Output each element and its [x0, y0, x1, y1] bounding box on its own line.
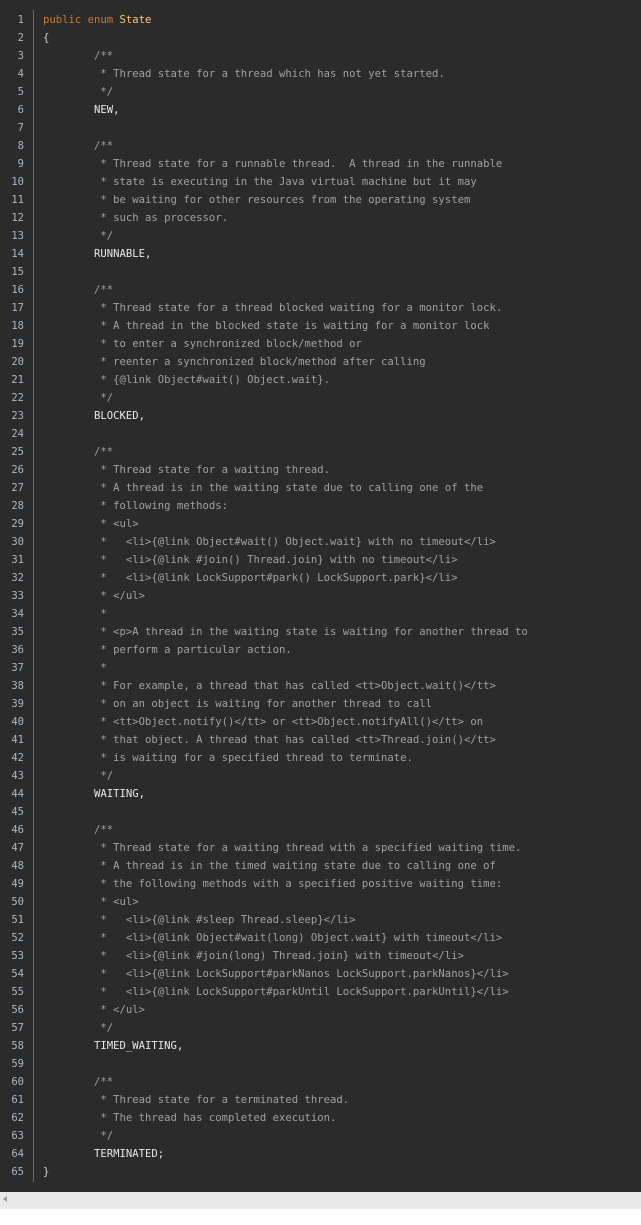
line-number: 65: [11, 1166, 24, 1178]
comment-token: * <ul>: [43, 518, 139, 530]
code-line[interactable]: [43, 713, 641, 731]
code-line[interactable]: [43, 119, 641, 137]
line-number: 41: [11, 734, 24, 746]
line-number: 20: [11, 356, 24, 368]
code-line[interactable]: [43, 11, 641, 29]
line-number: 55: [11, 986, 24, 998]
code-line[interactable]: [43, 929, 641, 947]
line-number-gutter: [0, 11, 33, 1181]
code-line[interactable]: [43, 47, 641, 65]
comment-token: * such as processor.: [43, 212, 228, 224]
comment-token: * Thread state for a thread which has not yet started.: [43, 68, 445, 80]
code-line[interactable]: [43, 155, 641, 173]
code-line[interactable]: [43, 101, 641, 119]
comment-token: * following methods:: [43, 500, 228, 512]
code-line[interactable]: [43, 533, 641, 551]
code-line[interactable]: [43, 785, 641, 803]
comment-token: /**: [43, 824, 114, 836]
line-number: 36: [11, 644, 24, 656]
line-number: 40: [11, 716, 24, 728]
line-number: 11: [11, 194, 24, 206]
line-number: 21: [11, 374, 24, 386]
comment-token: * state is executing in the Java virtual machine but it may: [43, 176, 477, 188]
code-line[interactable]: [43, 695, 641, 713]
line-number: 16: [11, 284, 24, 296]
comment-token: *: [43, 662, 107, 674]
code-line[interactable]: [43, 281, 641, 299]
line-number: 32: [11, 572, 24, 584]
line-number: 47: [11, 842, 24, 854]
code-line[interactable]: [43, 1073, 641, 1091]
line-number: 33: [11, 590, 24, 602]
line-number: 64: [11, 1148, 24, 1160]
comment-token: * that object. A thread that has called <tt>Thread.join()</tt>: [43, 734, 496, 746]
line-number: 37: [11, 662, 24, 674]
comment-token: * A thread is in the waiting state due to calling one of the: [43, 482, 484, 494]
code-line[interactable]: [43, 893, 641, 911]
code-line[interactable]: [43, 677, 641, 695]
comment-token: * on an object is waiting for another thread to call: [43, 698, 433, 710]
line-number: 3: [17, 50, 24, 62]
keyword-token: enum: [87, 14, 120, 26]
code-line[interactable]: [43, 965, 641, 983]
code-line[interactable]: [43, 371, 641, 389]
line-number: 8: [17, 140, 24, 152]
line-number: 9: [17, 158, 24, 170]
line-number: 57: [11, 1022, 24, 1034]
code-line[interactable]: [43, 335, 641, 353]
code-line[interactable]: [43, 83, 641, 101]
comment-token: * <li>{@link #sleep Thread.sleep}</li>: [43, 914, 356, 926]
comment-token: * Thread state for a waiting thread with a specified waiting time.: [43, 842, 522, 854]
line-number: 49: [11, 878, 24, 890]
line-number: 19: [11, 338, 24, 350]
comment-token: * Thread state for a thread blocked waiting for a monitor lock.: [43, 302, 503, 314]
enum-constant-token: NEW,: [43, 104, 120, 116]
comment-token: * </ul>: [43, 590, 146, 602]
line-number: 51: [11, 914, 24, 926]
code-line[interactable]: [43, 947, 641, 965]
comment-token: * <ul>: [43, 896, 139, 908]
comment-token: * A thread in the blocked state is waiting for a monitor lock: [43, 320, 490, 332]
code-line[interactable]: [43, 1127, 641, 1145]
comment-token: * <p>A thread in the waiting state is waiting for another thread to: [43, 626, 528, 638]
comment-token: * is waiting for a specified thread to terminate.: [43, 752, 413, 764]
comment-token: *: [43, 608, 107, 620]
comment-token: * <li>{@link LockSupport#parkNanos LockSupport.parkNanos}</li>: [43, 968, 509, 980]
line-number: 50: [11, 896, 24, 908]
line-number: 23: [11, 410, 24, 422]
comment-token: /**: [43, 50, 114, 62]
keyword-token: public: [43, 14, 88, 26]
line-number: 6: [17, 104, 24, 116]
comment-token: */: [43, 392, 114, 404]
line-number: 56: [11, 1004, 24, 1016]
code-line[interactable]: [43, 1019, 641, 1037]
comment-token: */: [43, 86, 114, 98]
code-area[interactable]: [43, 11, 641, 1181]
code-line[interactable]: [43, 407, 641, 425]
line-number: 14: [11, 248, 24, 260]
code-line[interactable]: [43, 821, 641, 839]
code-line[interactable]: [43, 1091, 641, 1109]
comment-token: */: [43, 230, 114, 242]
line-number: 22: [11, 392, 24, 404]
comment-token: * Thread state for a runnable thread. A thread in the runnable: [43, 158, 503, 170]
line-number: 18: [11, 320, 24, 332]
comment-token: * <li>{@link LockSupport#parkUntil LockSupport.parkUntil}</li>: [43, 986, 509, 998]
line-number: 60: [11, 1076, 24, 1088]
code-line[interactable]: [43, 911, 641, 929]
line-number: 1: [17, 14, 24, 26]
code-line[interactable]: [43, 65, 641, 83]
comment-token: /**: [43, 140, 114, 152]
enum-constant-token: TIMED_WAITING,: [43, 1040, 184, 1052]
comment-token: * Thread state for a waiting thread.: [43, 464, 331, 476]
code-line[interactable]: [43, 461, 641, 479]
gutter-divider: [33, 10, 34, 1182]
line-number: 29: [11, 518, 24, 530]
punctuation-token: }: [43, 1166, 50, 1178]
class-name-token: State: [119, 14, 152, 26]
code-line[interactable]: [43, 551, 641, 569]
code-line[interactable]: [43, 641, 641, 659]
comment-token: /**: [43, 284, 114, 296]
comment-token: * {@link Object#wait() Object.wait}.: [43, 374, 331, 386]
comment-token: * <tt>Object.notify()</tt> or <tt>Object.notifyAll()</tt> on: [43, 716, 484, 728]
scroll-left-arrow-icon[interactable]: [3, 1196, 7, 1202]
horizontal-scrollbar[interactable]: [0, 1192, 641, 1209]
line-number: 7: [17, 122, 24, 134]
code-line[interactable]: [43, 767, 641, 785]
code-line[interactable]: [43, 659, 641, 677]
line-number: 59: [11, 1058, 24, 1070]
comment-token: * A thread is in the timed waiting state due to calling one of: [43, 860, 496, 872]
enum-constant-token: WAITING,: [43, 788, 146, 800]
comment-token: * <li>{@link Object#wait(long) Object.wait} with timeout</li>: [43, 932, 503, 944]
code-line[interactable]: [43, 191, 641, 209]
code-line[interactable]: [43, 29, 641, 47]
code-line[interactable]: [43, 227, 641, 245]
code-line[interactable]: [43, 389, 641, 407]
comment-token: */: [43, 1130, 114, 1142]
code-line[interactable]: [43, 245, 641, 263]
comment-token: * <li>{@link Object#wait() Object.wait} with no timeout</li>: [43, 536, 496, 548]
comment-token: * For example, a thread that has called <tt>Object.wait()</tt>: [43, 680, 496, 692]
enum-constant-token: BLOCKED,: [43, 410, 146, 422]
line-number: 25: [11, 446, 24, 458]
line-number: 63: [11, 1130, 24, 1142]
comment-token: * </ul>: [43, 1004, 146, 1016]
line-number: 5: [17, 86, 24, 98]
code-line[interactable]: [43, 569, 641, 587]
comment-token: * <li>{@link #join() Thread.join} with no timeout</li>: [43, 554, 458, 566]
line-number: 15: [11, 266, 24, 278]
code-line[interactable]: [43, 263, 641, 281]
punctuation-token: {: [43, 32, 50, 44]
code-line[interactable]: [43, 317, 641, 335]
line-number: 62: [11, 1112, 24, 1124]
line-number: 24: [11, 428, 24, 440]
code-line[interactable]: [43, 137, 641, 155]
line-number: 34: [11, 608, 24, 620]
comment-token: * be waiting for other resources from the operating system: [43, 194, 471, 206]
comment-token: */: [43, 1022, 114, 1034]
line-number: 48: [11, 860, 24, 872]
line-number: 28: [11, 500, 24, 512]
code-line[interactable]: [43, 209, 641, 227]
line-number: 13: [11, 230, 24, 242]
line-number: 39: [11, 698, 24, 710]
line-number: 27: [11, 482, 24, 494]
line-number: 10: [11, 176, 24, 188]
line-number: 2: [17, 32, 24, 44]
code-line[interactable]: [43, 1145, 641, 1163]
code-line[interactable]: [43, 173, 641, 191]
line-number: 38: [11, 680, 24, 692]
line-number: 26: [11, 464, 24, 476]
comment-token: * Thread state for a terminated thread.: [43, 1094, 350, 1106]
code-line[interactable]: [43, 353, 641, 371]
comment-token: * <li>{@link #join(long) Thread.join} with timeout</li>: [43, 950, 464, 962]
line-number: 44: [11, 788, 24, 800]
code-line[interactable]: [43, 803, 641, 821]
comment-token: * <li>{@link LockSupport#park() LockSupport.park}</li>: [43, 572, 458, 584]
enum-constant-token: TERMINATED;: [43, 1148, 165, 1160]
code-line[interactable]: [43, 1037, 641, 1055]
code-line[interactable]: [43, 497, 641, 515]
enum-constant-token: RUNNABLE,: [43, 248, 152, 260]
line-number: 61: [11, 1094, 24, 1106]
line-number: 4: [17, 68, 24, 80]
code-line[interactable]: [43, 1109, 641, 1127]
comment-token: /**: [43, 1076, 114, 1088]
code-line[interactable]: [43, 515, 641, 533]
code-line[interactable]: [43, 587, 641, 605]
line-number: 58: [11, 1040, 24, 1052]
line-number: 53: [11, 950, 24, 962]
code-line[interactable]: [43, 1055, 641, 1073]
line-number: 45: [11, 806, 24, 818]
comment-token: * the following methods with a specified positive waiting time:: [43, 878, 503, 890]
code-line[interactable]: [43, 731, 641, 749]
code-line[interactable]: [43, 605, 641, 623]
page-background: [0, 1209, 641, 1225]
comment-token: * perform a particular action.: [43, 644, 292, 656]
code-line[interactable]: [43, 425, 641, 443]
line-number: 46: [11, 824, 24, 836]
line-number: 54: [11, 968, 24, 980]
code-line[interactable]: [43, 1001, 641, 1019]
code-line[interactable]: [43, 443, 641, 461]
code-line[interactable]: [43, 875, 641, 893]
comment-token: * to enter a synchronized block/method or: [43, 338, 362, 350]
line-number: 17: [11, 302, 24, 314]
code-line[interactable]: [43, 623, 641, 641]
comment-token: /**: [43, 446, 114, 458]
code-line[interactable]: [43, 983, 641, 1001]
line-number: 30: [11, 536, 24, 548]
line-number: 42: [11, 752, 24, 764]
code-line[interactable]: [43, 479, 641, 497]
line-number: 35: [11, 626, 24, 638]
comment-token: * reenter a synchronized block/method after calling: [43, 356, 426, 368]
line-number: 31: [11, 554, 24, 566]
comment-token: * The thread has completed execution.: [43, 1112, 337, 1124]
line-number: 12: [11, 212, 24, 224]
comment-token: */: [43, 770, 114, 782]
code-line[interactable]: [43, 1163, 641, 1181]
code-line[interactable]: [43, 749, 641, 767]
code-line[interactable]: [43, 839, 641, 857]
code-line[interactable]: [43, 857, 641, 875]
line-number: 43: [11, 770, 24, 782]
code-line[interactable]: [43, 299, 641, 317]
line-number: 52: [11, 932, 24, 944]
